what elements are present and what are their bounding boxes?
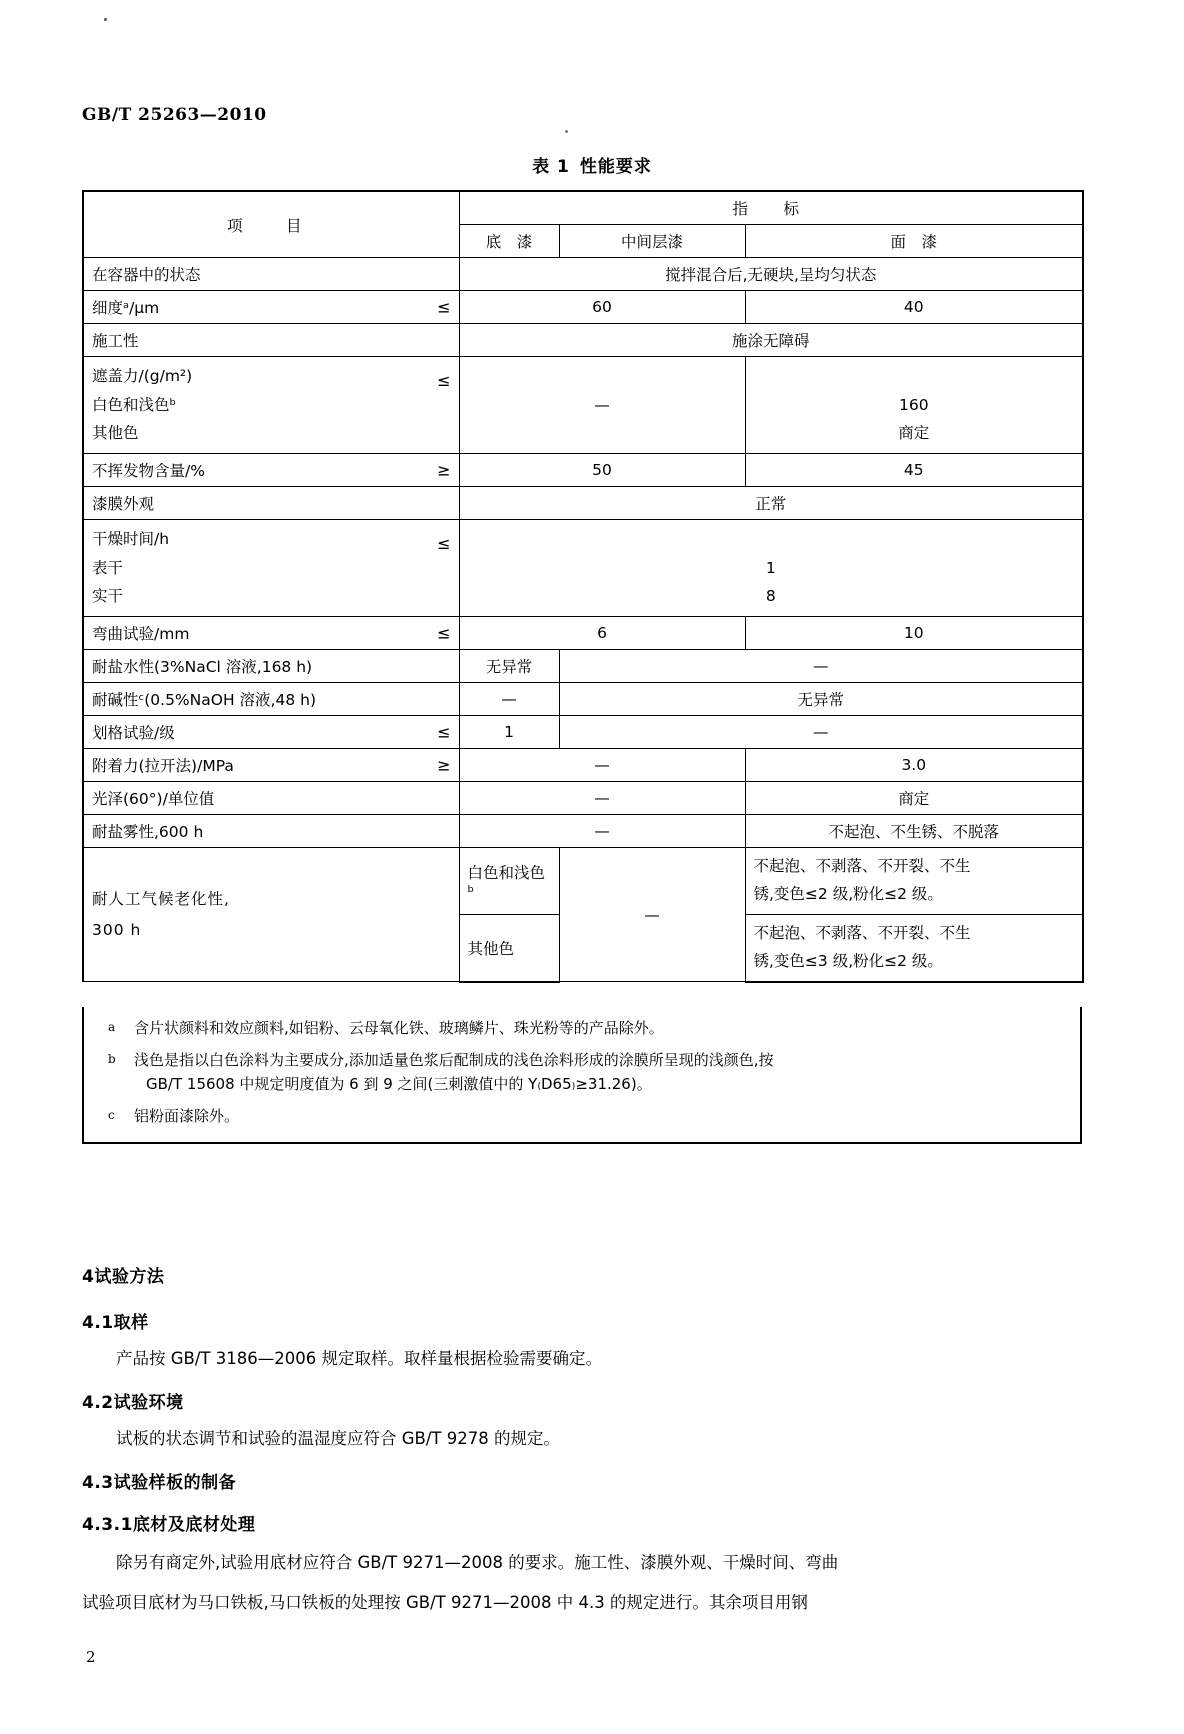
header-item: 项 目 bbox=[83, 191, 459, 258]
performance-requirements-table bbox=[82, 190, 1084, 983]
row-label-container-state: 在容器中的状态 bbox=[83, 258, 459, 291]
table-header-row-1 bbox=[83, 191, 1083, 225]
drying-time-blank bbox=[468, 525, 1075, 554]
drying-time-hard-value: 8 bbox=[765, 587, 776, 606]
hiding-power-other-value: 商定 bbox=[898, 424, 930, 443]
section-4-1-paragraph: 产品按 GB/T 3186—2006 规定取样。取样量根据检验需要确定。 bbox=[116, 1349, 602, 1368]
section-4-3-number: 4.3 bbox=[82, 1473, 114, 1493]
row-label-workability: 施工性 bbox=[83, 324, 459, 357]
table-row bbox=[83, 487, 1083, 520]
table-row bbox=[83, 520, 1083, 617]
row-value-gloss-primer: — bbox=[459, 782, 745, 815]
footnote-b-body bbox=[134, 1049, 1056, 1096]
page-number: 2 bbox=[86, 1648, 96, 1666]
section-4-3-1-paragraph-line2: 试验项目底材为马口铁板,马口铁板的处理按 GB/T 9271—2008 中 4.3 的规定进行。其余项目用钢 bbox=[82, 1593, 808, 1612]
footnote-a-text: 含片状颜料和效应颜料,如铝粉、云母氧化铁、玻璃鳞片、珠光粉等的产品除外。 bbox=[134, 1019, 664, 1037]
row-value-alkali-rest: 无异常 bbox=[559, 683, 1083, 716]
row-value-cross-cut-primer: 1 bbox=[459, 716, 559, 749]
row-label-gloss: 光泽(60°)/单位值 bbox=[83, 782, 459, 815]
weathering-other-line2: 锈,变色≤3 级,粉化≤2 级。 bbox=[753, 951, 943, 970]
row-value-film-appearance: 正常 bbox=[459, 487, 1083, 520]
table-row bbox=[83, 617, 1083, 650]
scan-artifact-dot bbox=[104, 18, 107, 21]
row-label-drying-time bbox=[83, 520, 459, 617]
row-value-bending-topcoat: 10 bbox=[745, 617, 1083, 650]
row-label-weathering bbox=[83, 848, 459, 982]
row-value-fineness-topcoat: 40 bbox=[745, 291, 1083, 324]
row-label-film-appearance: 漆膜外观 bbox=[83, 487, 459, 520]
operator-symbol: ≤ bbox=[437, 371, 451, 390]
table-footnotes bbox=[82, 1007, 1082, 1144]
hiding-power-sub-white: 白色和浅色ᵇ bbox=[92, 395, 177, 414]
hiding-power-title: 遮盖力/(g/m²) bbox=[92, 367, 193, 385]
row-value-nonvolatile-primer: 50 bbox=[459, 454, 745, 487]
table-row bbox=[83, 258, 1083, 291]
table-row bbox=[83, 324, 1083, 357]
section-4-3-1-number: 4.3.1 bbox=[82, 1515, 133, 1535]
row-label-fineness-text: 细度ᵃ/μm bbox=[92, 299, 160, 317]
drying-time-surface: 表干 bbox=[92, 558, 124, 577]
footnote-c bbox=[108, 1105, 1056, 1128]
section-4-title: 试验方法 bbox=[94, 1267, 165, 1287]
row-label-cross-cut bbox=[83, 716, 459, 749]
operator-symbol: ≤ bbox=[437, 623, 451, 643]
row-label-bending bbox=[83, 617, 459, 650]
section-4-2-heading bbox=[82, 1388, 1092, 1413]
footnote-b-text: 浅色是指以白色涂料为主要成分,添加适量色浆后配制成的浅色涂料形成的涂膜所呈现的浅颜色,按 bbox=[134, 1051, 774, 1070]
header-primer: 底 漆 bbox=[459, 225, 559, 258]
row-value-alkali-primer: — bbox=[459, 683, 559, 716]
row-value-gloss-topcoat: 商定 bbox=[745, 782, 1083, 815]
row-value-workability: 施涂无障碍 bbox=[459, 324, 1083, 357]
footnote-a-mark: a bbox=[108, 1020, 116, 1034]
row-value-adhesion-primer: — bbox=[459, 749, 745, 782]
section-4-2-title: 试验环境 bbox=[113, 1393, 184, 1413]
weathering-value-other bbox=[745, 914, 1083, 981]
operator-symbol: ≤ bbox=[437, 534, 451, 554]
row-label-fineness bbox=[83, 291, 459, 324]
standard-code-header: GB/T 25263—2010 bbox=[82, 105, 267, 125]
operator-symbol: ≤ bbox=[437, 722, 451, 742]
table-row bbox=[83, 716, 1083, 749]
row-value-nonvolatile-topcoat: 45 bbox=[745, 454, 1083, 487]
section-4-1-number: 4.1 bbox=[82, 1313, 114, 1333]
row-value-cross-cut-rest: — bbox=[559, 716, 1083, 749]
table-row bbox=[83, 749, 1083, 782]
operator-symbol: ≥ bbox=[437, 755, 451, 775]
hiding-power-sub-other: 其他色 bbox=[92, 424, 139, 443]
row-value-salt-spray-topcoat: 不起泡、不生锈、不脱落 bbox=[745, 815, 1083, 848]
table-row bbox=[83, 650, 1083, 683]
section-4-heading bbox=[82, 1262, 1092, 1287]
footnote-c-mark: c bbox=[108, 1107, 115, 1122]
table-row bbox=[83, 848, 1083, 915]
table-row bbox=[83, 357, 1083, 454]
table-row bbox=[83, 683, 1083, 716]
row-label-salt-water: 耐盐水性(3%NaCl 溶液,168 h) bbox=[83, 650, 459, 683]
row-value-bending-primer: 6 bbox=[459, 617, 745, 650]
table-row bbox=[83, 454, 1083, 487]
section-4-number: 4 bbox=[82, 1267, 95, 1287]
table-title bbox=[0, 152, 1184, 177]
weathering-sub-label-other: 其他色 bbox=[459, 914, 559, 981]
drying-time-title: 干燥时间/h bbox=[92, 530, 170, 549]
row-value-fineness-primer: 60 bbox=[459, 291, 745, 324]
row-label-adhesion-text: 附着力(拉开法)/MPa bbox=[92, 757, 234, 776]
footnote-a bbox=[108, 1017, 1056, 1040]
row-value-drying-time bbox=[459, 520, 1083, 617]
section-4-1-heading bbox=[82, 1308, 1092, 1333]
row-value-hiding-power-primer: — bbox=[459, 357, 745, 454]
drying-time-hard: 实干 bbox=[92, 587, 124, 606]
table-title-text: 性能要求 bbox=[579, 157, 652, 177]
row-value-salt-water-primer: 无异常 bbox=[459, 650, 559, 683]
footnote-b-mark: b bbox=[108, 1052, 116, 1067]
weathering-sub-label-white: 白色和浅色ᵇ bbox=[459, 848, 559, 915]
header-intermediate: 中间层漆 bbox=[559, 225, 745, 258]
row-label-hiding-power bbox=[83, 357, 459, 454]
weathering-value-primer: — bbox=[559, 848, 745, 982]
section-4-3-heading bbox=[82, 1468, 1092, 1493]
table-row bbox=[83, 291, 1083, 324]
table-title-label: 表 1 bbox=[532, 157, 570, 177]
row-label-adhesion bbox=[83, 749, 459, 782]
operator-symbol: ≤ bbox=[437, 297, 451, 317]
section-4-2-paragraph: 试板的状态调节和试验的温湿度应符合 GB/T 9278 的规定。 bbox=[116, 1429, 560, 1448]
row-label-nonvolatile bbox=[83, 454, 459, 487]
row-value-adhesion-topcoat: 3.0 bbox=[745, 749, 1083, 782]
table-row bbox=[83, 782, 1083, 815]
drying-time-surface-value: 1 bbox=[765, 558, 776, 577]
row-value-salt-water-rest: — bbox=[559, 650, 1083, 683]
section-4-3-title: 试验样板的制备 bbox=[113, 1473, 237, 1493]
section-4-1-title: 取样 bbox=[113, 1313, 149, 1333]
row-value-salt-spray-primer: — bbox=[459, 815, 745, 848]
section-4-3-1-title: 底材及底材处理 bbox=[132, 1515, 256, 1535]
weathering-white-line2: 锈,变色≤2 级,粉化≤2 级。 bbox=[753, 884, 943, 903]
row-label-bending-text: 弯曲试验/mm bbox=[92, 625, 190, 644]
section-4-3-1-heading bbox=[82, 1510, 1092, 1535]
hiding-power-blank bbox=[754, 362, 1075, 391]
section-4-2-number: 4.2 bbox=[82, 1393, 114, 1413]
row-value-hiding-power-topcoat bbox=[745, 357, 1083, 454]
footnote-b-text2: GB/T 15608 中规定明度值为 6 到 9 之间(三刺激值中的 Y₍D65₎≥31.26)。 bbox=[146, 1074, 652, 1093]
header-index: 指 标 bbox=[459, 191, 1083, 225]
weathering-title-line2: 300 h bbox=[92, 920, 142, 939]
section-4-3-1-paragraph-line1: 除另有商定外,试验用底材应符合 GB/T 9271—2008 的要求。施工性、漆膜外观、干燥时间、弯曲 bbox=[116, 1553, 839, 1572]
table-row bbox=[83, 815, 1083, 848]
operator-symbol: ≥ bbox=[437, 460, 451, 480]
footnote-c-text: 铝粉面漆除外。 bbox=[134, 1106, 240, 1125]
footnote-b bbox=[108, 1049, 1056, 1096]
row-label-cross-cut-text: 划格试验/级 bbox=[92, 724, 175, 743]
weathering-value-white bbox=[745, 848, 1083, 915]
hiding-power-white-value: 160 bbox=[898, 395, 929, 414]
scan-artifact-dot-2 bbox=[565, 130, 568, 133]
row-label-salt-spray: 耐盐雾性,600 h bbox=[83, 815, 459, 848]
weathering-title-line1: 耐人工气候老化性, bbox=[92, 889, 230, 908]
weathering-other-line1: 不起泡、不剥落、不开裂、不生 bbox=[753, 923, 971, 942]
header-topcoat: 面 漆 bbox=[745, 225, 1083, 258]
row-label-nonvolatile-text: 不挥发物含量/% bbox=[92, 462, 205, 481]
row-label-alkali: 耐碱性ᶜ(0.5%NaOH 溶液,48 h) bbox=[83, 683, 459, 716]
row-value-container-state: 搅拌混合后,无硬块,呈均匀状态 bbox=[459, 258, 1083, 291]
weathering-white-line1: 不起泡、不剥落、不开裂、不生 bbox=[753, 857, 971, 876]
